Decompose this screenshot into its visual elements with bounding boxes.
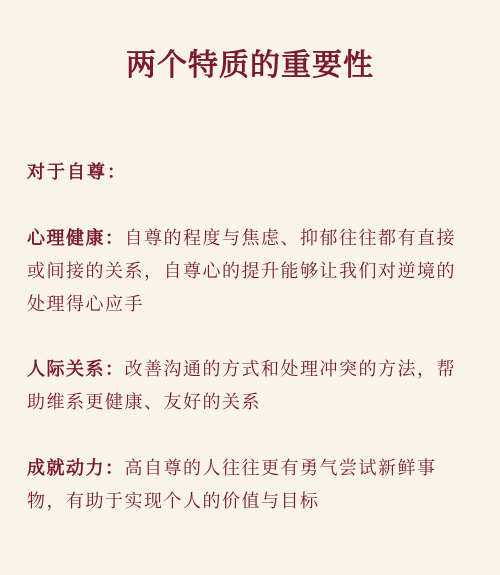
section-heading: 心理健康： xyxy=(27,228,125,249)
page-title: 两个特质的重要性 xyxy=(126,48,374,83)
section-relationships xyxy=(27,353,475,419)
section-body: 改善沟通的方式和处理冲突的方法，帮助维系更健康、友好的关系 xyxy=(27,359,456,413)
section-mental-health xyxy=(27,222,475,321)
section-heading: 人际关系： xyxy=(27,359,125,380)
intro-label: 对于自尊： xyxy=(27,162,127,183)
section-motivation xyxy=(27,452,475,518)
section-body: 自尊的程度与焦虑、抑郁往往都有直接或间接的关系，自尊心的提升能够让我们对逆境的处理得心应手 xyxy=(27,228,456,315)
section-body: 高自尊的人往往更有勇气尝试新鲜事物，有助于实现个人的价值与目标 xyxy=(27,458,437,512)
section-heading: 成就动力： xyxy=(27,458,125,479)
